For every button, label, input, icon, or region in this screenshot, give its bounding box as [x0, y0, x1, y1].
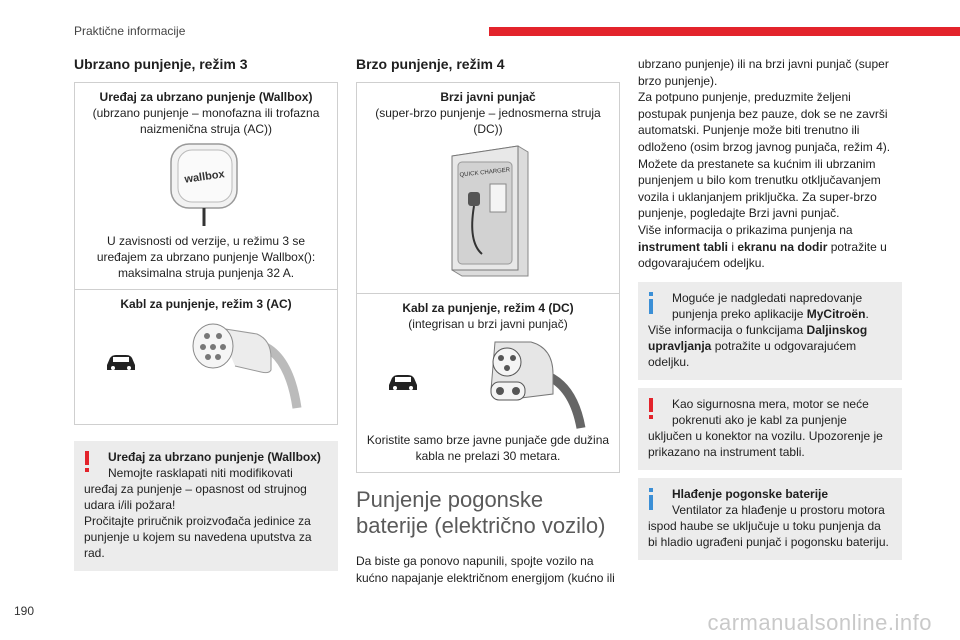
- info-note-cooling: [638, 478, 902, 560]
- figure-title: Brzi javni punjač: [440, 90, 536, 104]
- wallbox-brand-label: wallbox: [183, 168, 226, 186]
- text-run: .: [865, 306, 869, 321]
- page-number: 190: [14, 604, 35, 618]
- warning-text-line1: Nemojte rasklapati niti modifikovati: [108, 466, 293, 480]
- figure-title: Kabl za punjenje, režim 4 (DC): [402, 301, 574, 315]
- text-run: Moguće je nadgledati napredovanje punjenja preko aplikacije: [672, 290, 863, 321]
- header-accent-bar: [489, 27, 960, 36]
- body-paragraph-3: Možete da prestanete sa kućnim ili ubrzanim punjenjem u bilo kom trenutku otključavanjem vozila i uklanjanjem priključka. Za super-brzo punjenje, pogledajte Brzi javni punjač.: [638, 156, 881, 221]
- warning-text: uređaj za punjenje – opasnost od strujnog udara i/ili požara!: [84, 482, 307, 512]
- warning-exclamation-icon: [82, 451, 92, 473]
- column-1: [74, 56, 338, 571]
- column-3: [638, 56, 902, 560]
- warning-title: Uređaj za ubrzano punjenje (Wallbox): [108, 450, 321, 464]
- warning-text: uključen u konektor na vozilu. Upozorenje je prikazano na instrument tabli.: [648, 428, 883, 459]
- wallbox-image: [83, 137, 329, 233]
- bold-term-remote: Daljinskog upravljanja: [648, 322, 868, 353]
- watermark: carmanualsonline.info: [707, 610, 932, 635]
- warning-text-line1: Kao sigurnosna mera, motor se neće pokrenuti ako je kabl za punjenje: [672, 396, 869, 427]
- ccs-plug-image: [461, 334, 591, 430]
- figure-cable-mode4: [357, 294, 619, 472]
- info-text: ispod haube se uključuje u toku punjenja da bi hladio ugrađeni punjač i pogonsku bateriju.: [648, 518, 889, 549]
- figure-subtitle: (super-brzo punjenje – jednosmerna struja (DC)): [375, 106, 601, 136]
- figure-subtitle: (integrisan u brzi javni punjač): [408, 317, 568, 331]
- quick-charger-image: [365, 137, 611, 285]
- car-icon: [386, 371, 420, 393]
- figure-caption: Koristite samo brze javne punjače gde dužina kabla ne prelazi 30 metara.: [366, 433, 610, 463]
- figure-cable-mode3: [75, 290, 337, 424]
- warning-exclamation-icon: [646, 398, 656, 420]
- bold-term-touch-screen: ekranu na dodir: [737, 239, 828, 254]
- text-run: potražite u odgovarajućem odeljku.: [648, 338, 857, 369]
- body-paragraph-1: ubrzano punjenje) ili na brzi javni punjač (super brzo punjenje).: [638, 57, 889, 88]
- figure-quick-charger: [357, 83, 619, 294]
- info-text-line1: Ventilator za hlađenje u prostoru motora: [672, 502, 885, 517]
- info-note-app: [638, 282, 902, 380]
- text-run: Više informacija o prikazima punjenja na: [638, 222, 853, 237]
- figure-subtitle: (ubrzano punjenje – monofazna ili trofazna naizmenična struja (AC)): [92, 106, 320, 136]
- car-icon: [104, 351, 138, 373]
- section-heading-mode4: Brzo punjenje, režim 4: [356, 56, 505, 72]
- text-run: potražite u odgovarajućem odeljku.: [638, 239, 887, 271]
- body-paragraph-4: [638, 222, 902, 272]
- info-title: Hlađenje pogonske baterije: [672, 486, 829, 501]
- info-icon: [646, 488, 656, 510]
- column-2: [356, 56, 620, 586]
- type2-plug-image: [179, 314, 309, 410]
- body-paragraph: Da biste ga ponovo napunili, spojte vozilo na kućno napajanje električnom energijom (kućno ili: [356, 554, 615, 585]
- text-run: i: [731, 239, 735, 254]
- charger-label: QUICK CHARGER: [459, 167, 511, 179]
- warning-note-wallbox: [74, 441, 338, 571]
- figure-title: Kabl za punjenje, režim 3 (AC): [120, 297, 292, 311]
- info-icon: [646, 292, 656, 314]
- text-run: Više informacija o funkcijama: [648, 322, 804, 337]
- figure-caption: U zavisnosti od verzije, u režimu 3 se uređajem za ubrzano punjenje Wallbox(): maksimalna struja punjenja 32 A.: [96, 234, 316, 280]
- warning-note-engine: [638, 388, 902, 470]
- bold-term-app: MyCitroën: [806, 306, 866, 321]
- figure-title: Uređaj za ubrzano punjenje (Wallbox): [99, 90, 313, 104]
- section-heading-mode3: Ubrzano punjenje, režim 3: [74, 56, 248, 72]
- section-title-charging: Punjenje pogonske baterije (električno vozilo): [356, 487, 606, 538]
- figure-box-mode4: [356, 82, 620, 473]
- figure-wallbox: [75, 83, 337, 290]
- figure-box-mode3: [74, 82, 338, 425]
- body-paragraph-2: Za potpuno punjenje, preduzmite željeni postupak punjenja bez pauze, dok se ne završi automatski. Punjenje može biti trenutno ili odloženo (osim brzog javnog punjača, režim 4).: [638, 90, 891, 154]
- warning-text-2: Pročitajte priručnik proizvođača jedinice za punjenje u kojem su navedena uputstva za rad.: [84, 514, 312, 560]
- header-section-title: Praktične informacije: [74, 24, 186, 38]
- bold-term-instrument-panel: instrument tabli: [638, 239, 729, 254]
